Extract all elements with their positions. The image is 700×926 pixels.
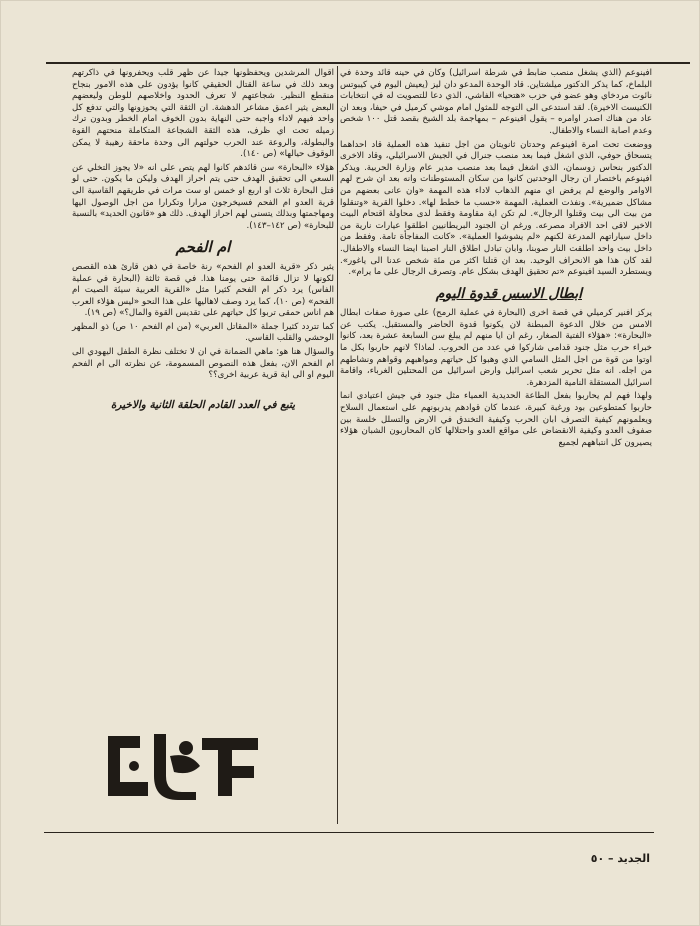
right-paragraph: افينوعم (الذي يشغل منصب ضابط في شرطة اسرائيل) وكان في حينه قائد وحدة في البلماخ، كما يذكر الدكتور ميلشتاين. قاد الوحدة المدعو دان ليز (يعيش اليوم في كيبوتس نائوت مردخاي وهو عضو في حزب «هتحيا» الفاشي، الذي دعا للتصويت له في انتخابات الكنيست الاخيرة). لقد استدعى الى التوجه للمثول امام موشي كرميل في حيفا، وبعد ان عاد من هناك اصدر اوامره – يقول افينوعم – بمهاجمة بلد الشيخ بقصد قتل ١٠٠ شخص وعدم اصابة النساء والاطفال.	[340, 68, 652, 136]
top-rule	[46, 62, 690, 64]
left-column	[72, 68, 334, 425]
page-footer: الجديد – ٥٠	[590, 852, 650, 865]
left-paragraph: اقوال المرشدين ويحفظونها جيدا عن ظهر قلب ويحفرونها في ذاكرتهم وبعد ذلك في ساعة القتال الحقيقي كانوا يؤدون على هذه الامور بنجاح منقطع النظير. شجاعتهم لا تعرف الحدود واخلاصهم للوطن وليعضهم البعض يثير اعمق مشاعر الدهشة. ان الثقة التي يحوزونها والتي تدفع كل واحد فيهم لاداء واجبه حتى النهاية بدون الخوف امام الخطر وبدون ترك زميله تحت اي ظرف، هذه الثقة الشجاعة المتكاملة منحتهم القوة والبطولة، والروعة عند الحرب حولتهم الى وحدة ماحقة رهيبة لا يمكن الوقوف حيالها» (ص ١٤٠).	[72, 68, 334, 160]
right-paragraph: ووضعت تحت امرة افينوعم وحدتان ثانويتان من اجل تنفيذ هذه العملية قاد احداهما يتسحاق حوفي، الذي اشغل فيما بعد منصب جنرال في الجيش الاسرائيلي، وقاد الاخرى الدكتور بنحاس زوسمان، الذي اشغل فيما بعد منصب مدير عام وزارة الحربية. ويذكر افينوعم باختصار ان رجال الوحدتين كانوا من سكان المستوطنات وانه بعد ان شرح لهم الاوامر والوضع لم يرفض اي منهم الذهاب لاداء هذه المهمة «وان عانى بعضهم من مشاكل ضميرية». ونفذت العملية، المهمة «حسب ما خطط لها». دخلوا القرية «وتنقلوا من بيت الى بيت وقتلوا الرجال». لم تكن اية مقاومة وفقط لدى محاولة اقتحام البيت الاخير لاقى احد الافراد مصرعه. ورغم ان الجنود البريطانيين اطلقوا عيارات نارية من داخل سياراتهم المدرعة لكنهم «لم يشوشوا العملية». «كانت المفاجأة تامة. وفقط من داخل بيت واحد اطلقت النار صوبنا، وابان تبادل اطلاق النار اصبنا ايضا النساء والاطفال. لقد كان هذا هو الانحراف الوحيد. بعد ان قتلنا اكثر من مئة شخص عدنا الى ياغور». ويستطرد السيد افينوعم «تم تحقيق الهدف بشكل عام. وتصرف الرجال على ما يرام».	[340, 139, 652, 278]
left-paragraph: والسؤال هنا هو: ماهي الضمانة في ان لا تختلف نظرة الطفل اليهودي الى ام الفحم الان، بفعل هذه النصوص المسمومة، عن نظرته الى ام الفحم اليوم او الى اية قرية عربية اخرى؟؟	[72, 347, 334, 381]
al-jadid-logo	[100, 726, 266, 804]
continued-next-issue-note: يتبع في العدد القادم الحلقة الثانية والاخيرة	[110, 398, 296, 411]
right-paragraph: يركز افنير كرميلي في قصة اخرى (البحارة في عملية الرمح) على صورة صفات ابطال الامس من خلال الدعوة المبطنة لان يكونوا قدوة الحاضر والمستقبل. يكتب عن «البحارة»: «هؤلاء الفتية الصغار، رغم ان ايا منهم لم يبلغ سن السابعة عشرة بعد، كانوا خبراء حرب مثل جنود قدامى شاركوا في عدد من الحروب. لماذا؟ لانهم حاربوا بكل ما اوتوا من قوة من اجل المثل السامي الذي وهبوا كل حياتهم ومواهبهم وقواهم ونشاطهم من اجله. انه مثل تحرير شعب اسرائيل وارض اسرائيل من المحتلين الغرباء، واقامة اسرائيل المستقلة النامية المزدهرة.	[340, 308, 652, 388]
column-divider	[337, 66, 338, 824]
right-paragraph: ولهذا فهم لم يحاربوا بفعل الطاعة الحديدية العمياء مثل جنود في جيش اعتيادي انما حاربوا كمتطوعين بود ورغبة كبيرة، عندما كان قوادهم يدربونهم على استعمال السلاح ويعلمونهم كيفية التصرف ابان الحرب وكيفية التخندق في الارض والتسلل خلسة بين صفوف العدو وكيفية الانقضاض على مواقع العدو واحتلالها كان المحاربون الشبان هؤلاء يصيرون كل انتباههم لجميع	[340, 391, 652, 448]
section-heading-heroes: ابطال الاسس قدوة اليوم	[435, 285, 582, 302]
right-column	[340, 68, 652, 451]
left-paragraph: يثير ذكر «قرية العدو ام الفحم» رنة خاصة في ذهن قارئ هذه القصص لكونها لا تزال قائمة حتى يومنا هذا. في قصة ثالثة (البحارة في عملية الفاس) يرد ذكر ام الفحم كثيرا مثل «القرية العربية سيئة الصيت ام الفحم» (ص ١٠)، كما يرد وصف لاهاليها على هذا النحو «ليس هؤلاء العرب هم اناس حمقى تربوا كل حياتهم على تقديس القوة والمال؟» (ص ١٩).	[72, 261, 334, 319]
bottom-rule	[44, 832, 654, 833]
section-heading-umm-al-fahm: ام الفحم	[175, 238, 231, 257]
left-paragraph: كما تتردد كثيرا جملة «المقاتل العربي» (من ام الفحم ١٠ ص) ذو المظهر الوحشي والقلب القاسي.	[72, 321, 334, 344]
left-paragraph: هؤلاء «البحارة» سن قائدهم كانوا لهم يتص على انه «لا يجوز التخلي عن السعي الى تحقيق الهدف حتى يتم احراز الهدف وليكن ما يكون. حتى لو قتل البحارة ثلاث او اربع او خمس او ست مرات في طريقهم القاسية الى قرية العدو ام الفحم فسيخرجون مرارا وتكرارا من اجل الوصول اليها ومهاجمتها وبذلك يتسنى لهم احراز الهدف. ذلك هو «قانون الحديد» بالنسبة للبحارة» (ص ١٤٢–١٤٣).	[72, 162, 334, 231]
